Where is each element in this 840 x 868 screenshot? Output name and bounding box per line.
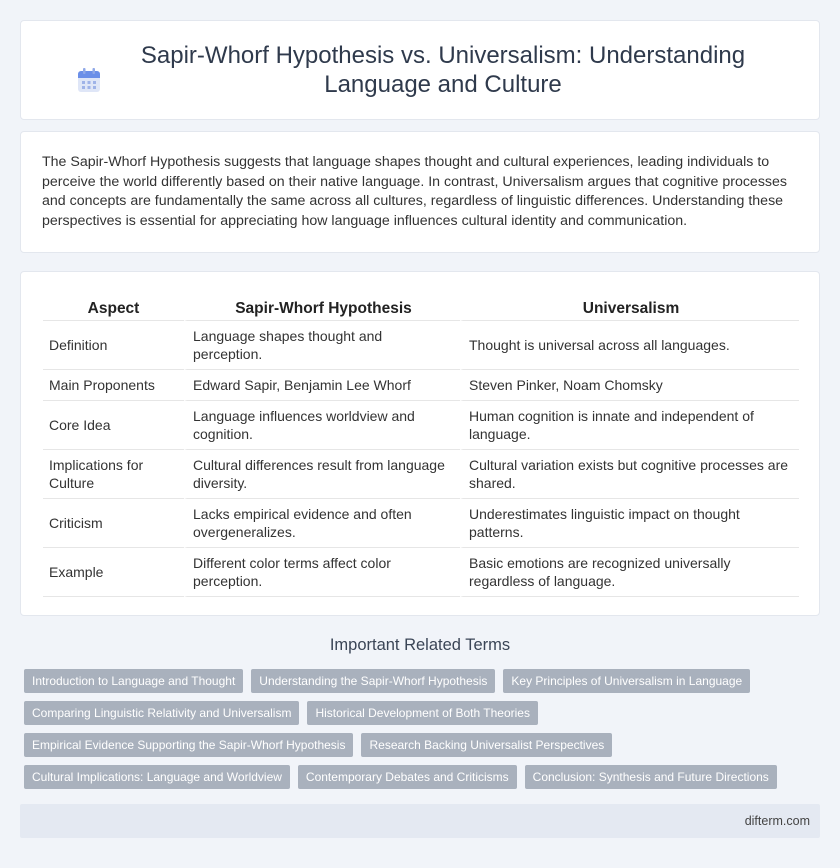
cell-aspect: Example [43, 548, 184, 597]
related-term-tag[interactable]: Key Principles of Universalism in Language [503, 669, 750, 693]
related-term-tag[interactable]: Historical Development of Both Theories [307, 701, 538, 725]
cell-sapir-whorf: Lacks empirical evidence and often overgeneralizes. [184, 499, 460, 548]
header-card [20, 20, 820, 120]
related-term-tag[interactable]: Comparing Linguistic Relativity and Universalism [24, 701, 299, 725]
footer [20, 804, 820, 838]
comparison-table-card [20, 271, 820, 616]
footer-site-link[interactable]: difterm.com [744, 814, 810, 828]
cell-sapir-whorf: Different color terms affect color perception. [184, 548, 460, 597]
cell-universalism: Thought is universal across all languages. [460, 321, 799, 370]
cell-aspect: Main Proponents [43, 370, 184, 401]
cell-sapir-whorf: Edward Sapir, Benjamin Lee Whorf [184, 370, 460, 401]
cell-universalism: Underestimates linguistic impact on thought patterns. [460, 499, 799, 548]
related-term-tag[interactable]: Conclusion: Synthesis and Future Directions [525, 765, 777, 789]
related-term-tag[interactable]: Cultural Implications: Language and Worldview [24, 765, 290, 789]
related-term-tag[interactable]: Empirical Evidence Supporting the Sapir-Whorf Hypothesis [24, 733, 353, 757]
cell-universalism: Human cognition is innate and independent of language. [460, 401, 799, 450]
header-universalism: Universalism [460, 289, 799, 321]
cell-universalism: Cultural variation exists but cognitive processes are shared. [460, 450, 799, 499]
table-row [43, 401, 799, 450]
cell-sapir-whorf: Language influences worldview and cognition. [184, 401, 460, 450]
header-aspect: Aspect [43, 289, 184, 321]
cell-universalism: Steven Pinker, Noam Chomsky [460, 370, 799, 401]
cell-sapir-whorf: Cultural differences result from language diversity. [184, 450, 460, 499]
page-title: Sapir-Whorf Hypothesis vs. Universalism: Understanding Language and Culture [140, 42, 746, 98]
cell-aspect: Core Idea [43, 401, 184, 450]
related-terms-title: Important Related Terms [329, 636, 511, 654]
intro-text: The Sapir-Whorf Hypothesis suggests that language shapes thought and cultural experiences, leading individuals to perceive the world differently based on their native language. In contrast, Universalism argues that cognitive processes and concepts are fundamentally the same across all cultures, regardless of linguistic differences. Understanding these perspectives is essential for appreciating how language influences cultural identity and communication. [42, 154, 787, 229]
cell-sapir-whorf: Language shapes thought and perception. [184, 321, 460, 370]
cell-aspect: Criticism [43, 499, 184, 548]
related-term-tag[interactable]: Research Backing Universalist Perspectives [361, 733, 612, 757]
table-row [43, 548, 799, 597]
related-term-tag[interactable]: Contemporary Debates and Criticisms [298, 765, 517, 789]
intro-card [20, 131, 820, 253]
related-terms-list [24, 669, 820, 797]
table-row [43, 450, 799, 499]
related-term-tag[interactable]: Introduction to Language and Thought [24, 669, 243, 693]
cell-aspect: Implications for Culture [43, 450, 184, 499]
table-row [43, 370, 799, 401]
table-row [43, 321, 799, 370]
related-term-tag[interactable]: Understanding the Sapir-Whorf Hypothesis [251, 669, 495, 693]
table-header-row [43, 289, 799, 321]
calendar-icon [77, 67, 101, 93]
table-row [43, 499, 799, 548]
header-sapir-whorf: Sapir-Whorf Hypothesis [184, 289, 460, 321]
comparison-table [43, 289, 799, 597]
cell-aspect: Definition [43, 321, 184, 370]
cell-universalism: Basic emotions are recognized universally regardless of language. [460, 548, 799, 597]
